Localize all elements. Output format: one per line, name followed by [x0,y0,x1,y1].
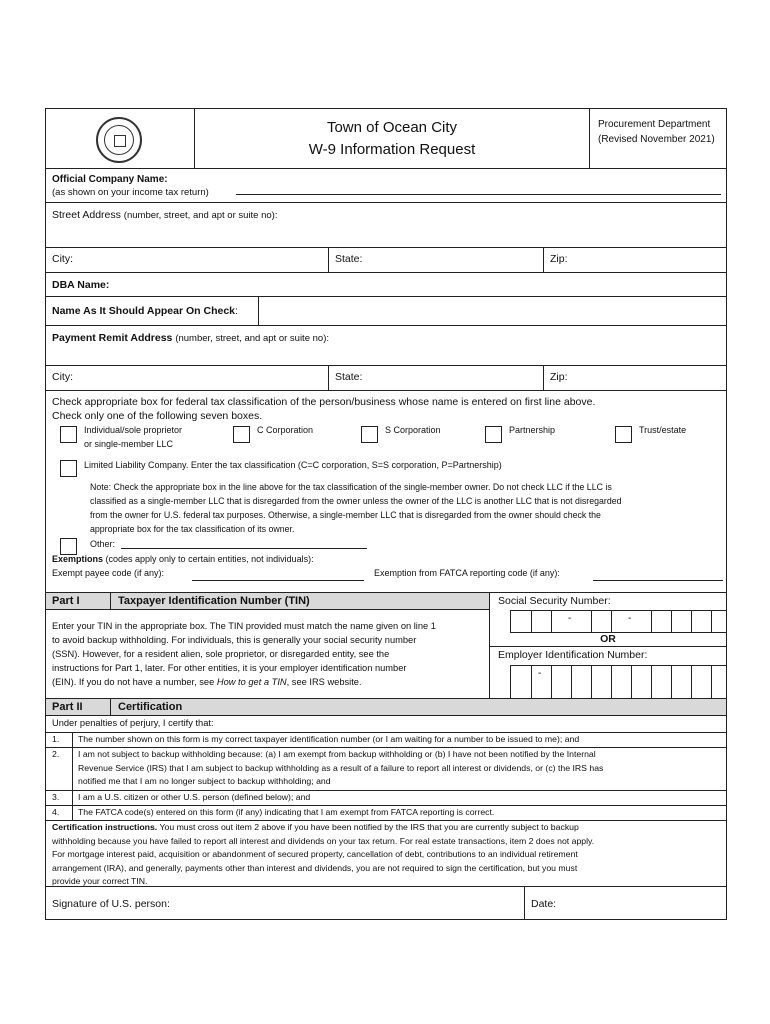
zip-field[interactable] [543,248,726,272]
or-separator: OR [600,633,616,645]
street-address-row[interactable] [46,203,726,248]
dba-row[interactable] [46,273,726,297]
tin-entry [489,593,726,698]
remit-address-sublabel: (number, street, and apt or suite no): [175,333,329,344]
state-label: State: [335,253,363,265]
check-name-field[interactable] [258,297,726,325]
form-title [194,109,589,168]
part-1-section [46,593,726,699]
city-field[interactable] [46,248,328,272]
llc-label: Limited Liability Company. Enter the tax classification (C=C corporation, S=S corporation, P=Partnership) [84,460,502,470]
remit-city-state-zip-row [46,366,726,391]
trust-estate-label: Trust/estate [639,425,687,435]
title-line-1: Town of Ocean City [326,119,458,136]
fatca-exemption-field[interactable] [593,580,723,581]
company-name-label: Official Company Name: [52,174,168,185]
remit-city-field[interactable] [46,366,328,390]
classification-instruction: Check only one of the following seven boxes. [52,410,263,422]
certification-intro: Under penalties of perjury, I certify that: [52,718,214,728]
c-corporation-label: C Corporation [257,425,314,435]
exempt-payee-field[interactable] [192,580,364,581]
street-address-sublabel: (number, street, and apt or suite no): [123,210,278,221]
signature-row [46,887,726,919]
trust-estate-checkbox[interactable] [615,426,632,443]
title-line-2: W-9 Information Request [308,141,476,158]
partnership-checkbox[interactable] [485,426,502,443]
ssn-input[interactable]: - - [510,610,726,633]
part-2-label: Part II [52,701,83,713]
tin-instructions: Enter your TIN in the appropriate box. The TIN provided must match the name given on line 1 to avoid backup withholding. For individuals, this is generally your social security number (SSN). However, for a resident alien, sole proprietor, or disregarded entity, see the instructions for Part 1, later. For other entities, it is your employer identification number (EIN). If you do not have a number, see How to get a TIN, see IRS website. [52,621,436,687]
part-2-section [46,699,726,887]
signature-label: Signature of U.S. person: [52,898,170,910]
date-field[interactable] [524,887,726,919]
department-info [589,109,726,168]
remit-address-row[interactable] [46,326,726,366]
part-1-label: Part I [52,595,80,607]
part-1-title: Taxpayer Identification Number (TIN) [118,595,310,607]
street-address-label: Street Address [52,209,121,221]
c-corporation-checkbox[interactable] [233,426,250,443]
w9-form [45,108,727,920]
zip-label: Zip: [550,253,568,265]
other-label: Other: [90,539,116,549]
date-label: Date: [531,898,557,910]
company-name-field[interactable] [236,194,721,195]
certification-items: 1. The number shown on this form is my correct taxpayer identification number (or I am waiting for a number to be issued to me); and 2. I am not subject to backup withholding because: (a) I am exempt from backup withholding or (b) I have not been notified by the Internal Revenue Service (IRS) that I am subject to backup withholding as a result of a failure to report all interest or dividends, or (c) the IRS has notified me that I am no longer subject to backup withholding; and 3. I am a U.S. citizen or other U.S. person (defined below); and 4. The FATCA code(s) entered on this form (if any) indicating that I am exempt from FATCA reporting is correct. [46,732,726,821]
check-name-label: Name As It Should Appear On Check [52,305,236,317]
signature-field[interactable] [46,887,524,919]
classification-intro: Check appropriate box for federal tax classification of the person/business whose name is entered on first line above. [52,396,596,408]
remit-zip-field[interactable] [543,366,726,390]
ssn-label: Social Security Number: [498,595,611,607]
form-header [46,109,726,169]
tax-classification-section: Check appropriate box for federal tax classification of the person/business whose name is entered on first line above. Check only one of the following seven boxes. Individual/sole proprietor or single-member LLC C Corporation S Corporation Partnership Trust/estate Limited Liability Company. Enter the tax classification (C=C corporation, S=S corporation, P=Partnership) Note: Check the appropriate box in the line above for the tax classification of the single-member owner. Do not check LLC if the LLC is classified as a single-member LLC that is disregarded from the owner unless the owner of the LLC is another LLC that is not disregarded from the owner for U.S. federal tax purposes. Otherwise, a single-member LLC that is disregarded from the owner should check the appropriate box for the tax classification of its owner. Other: Exemptions (codes apply only to certain entities, not individuals): Exempt payee code (if any): Exemption from FATCA reporting code (if any): [46,391,726,593]
individual-label: Individual/sole proprietor [84,425,183,435]
ein-label: Employer Identification Number: [498,649,648,661]
city-label: City: [52,253,73,265]
remit-zip-label: Zip: [550,371,568,383]
certification-instructions: Certification instructions. You must cross out item 2 above if you have been notified by the IRS that you are currently subject to backup withholding because you have failed to report all interest and dividends on your tax return. For real estate transactions, item 2 does not apply. For mortgage interest paid, acquisition or abandonment of secured property, cancellation of debt, contributions to an individual retirement arrangement (IRA), and generally, payments other than interest and dividends, you are not required to sign the certification, but you must provide your correct TIN. [52,822,595,886]
remit-city-label: City: [52,371,73,383]
s-corporation-label: S Corporation [385,425,441,435]
department-name: Procurement Department [598,119,711,130]
remit-address-label: Payment Remit Address [52,332,173,344]
exempt-payee-label: Exempt payee code (if any): [52,568,165,578]
check-name-row: Name As It Should Appear On Check: [46,297,726,326]
llc-note: Note: Check the appropriate box in the line above for the tax classification of the single-member owner. Do not check LLC if the LLC is classified as a single-member LLC that is disregarded from the owner unless the owner of the LLC is another LLC that is not disregarded from the owner for U.S. federal tax purposes. Otherwise, a single-member LLC that is disregarded from the owner should check the appropriate box for the tax classification of its owner. [90,482,622,534]
partnership-label: Partnership [509,425,556,435]
remit-state-label: State: [335,371,363,383]
remit-state-field[interactable] [328,366,543,390]
single-member-llc-label: or single-member LLC [84,439,174,449]
company-name-row [46,169,726,203]
company-name-sublabel: (as shown on your income tax return) [52,187,209,198]
city-state-zip-row [46,248,726,273]
fatca-exemption-label: Exemption from FATCA reporting code (if any): [374,568,560,578]
part-2-title: Certification [118,701,183,713]
exemptions-label: Exemptions [52,554,104,564]
town-seal-icon [96,117,142,163]
revision-date: (Revised November 2021) [598,134,715,145]
other-field[interactable] [121,548,367,549]
llc-checkbox[interactable] [60,460,77,477]
town-seal-cell [46,109,194,168]
dba-label: DBA Name: [52,279,110,291]
ein-input[interactable]: - [510,665,726,700]
s-corporation-checkbox[interactable] [361,426,378,443]
state-field[interactable] [328,248,543,272]
individual-checkbox[interactable] [60,426,77,443]
